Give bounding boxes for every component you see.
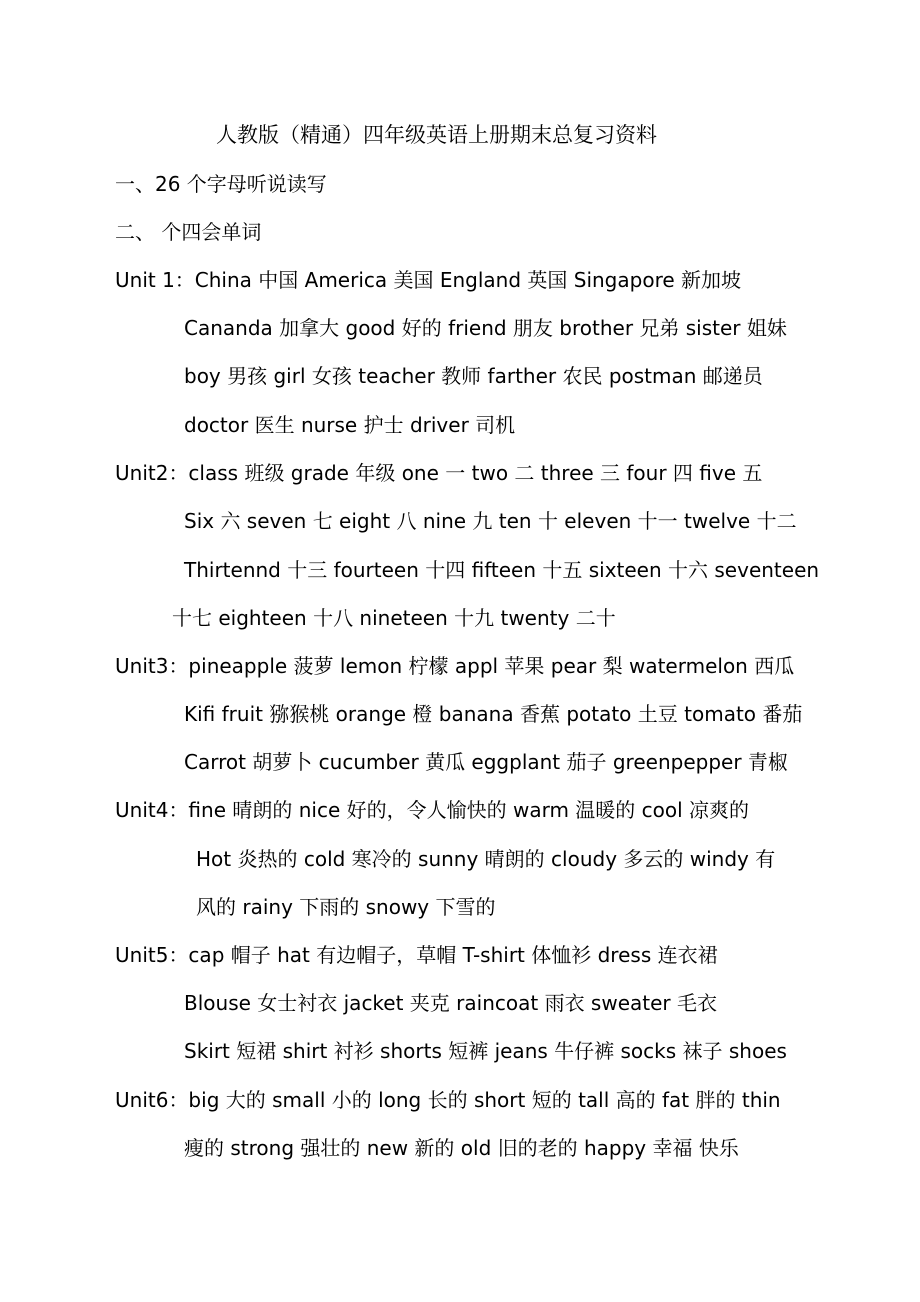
- unit5-line-2: Blouse 女士衬衣 jacket 夹克 raincoat 雨衣 sweater 毛衣: [184, 991, 717, 1015]
- unit4-line-2: Hot 炎热的 cold 寒冷的 sunny 晴朗的 cloudy 多云的 windy 有: [196, 847, 776, 871]
- unit3-line-1: Unit3：pineapple 菠萝 lemon 柠檬 appl 苹果 pear 梨 watermelon 西瓜: [115, 654, 795, 678]
- page-title: 人教版（精通）四年级英语上册期末总复习资料: [216, 123, 657, 147]
- unit1-line-4: doctor 医生 nurse 护士 driver 司机: [184, 413, 516, 437]
- unit1-line-1: Unit 1：China 中国 America 美国 England 英国 Singapore 新加坡: [115, 268, 742, 292]
- unit4-line-3: 风的 rainy 下雨的 snowy 下雪的: [196, 895, 496, 919]
- unit5-line-1: Unit5：cap 帽子 hat 有边帽子，草帽 T-shirt 体恤衫 dress 连衣裙: [115, 943, 718, 967]
- unit5-line-3: Skirt 短裙 shirt 衬衫 shorts 短裤 jeans 牛仔裤 socks 袜子 shoes: [184, 1039, 787, 1063]
- unit3-line-3: Carrot 胡萝卜 cucumber 黄瓜 eggplant 茄子 greenpepper 青椒: [184, 750, 788, 774]
- unit2-line-3: Thirtennd 十三 fourteen 十四 fifteen 十五 sixteen 十六 seventeen: [184, 558, 820, 582]
- unit1-line-3: boy 男孩 girl 女孩 teacher 教师 farther 农民 postman 邮递员: [184, 364, 763, 388]
- unit4-line-1: Unit4：fine 晴朗的 nice 好的，令人愉快的 warm 温暖的 cool 凉爽的: [115, 798, 750, 822]
- unit6-line-1: Unit6：big 大的 small 小的 long 长的 short 短的 tall 高的 fat 胖的 thin: [115, 1088, 781, 1112]
- unit6-line-2: 瘦的 strong 强壮的 new 新的 old 旧的老的 happy 幸福 快乐: [184, 1136, 739, 1160]
- unit2-line-1: Unit2：class 班级 grade 年级 one 一 two 二 three 三 four 四 five 五: [115, 461, 763, 485]
- unit3-line-2: Kifi fruit 猕猴桃 orange 橙 banana 香蕉 potato 土豆 tomato 番茄: [184, 702, 803, 726]
- section-heading-letters: 一、26 个字母听说读写: [115, 172, 327, 196]
- unit2-line-4: 十七 eighteen 十八 nineteen 十九 twenty 二十: [172, 606, 616, 630]
- unit1-line-2: Cananda 加拿大 good 好的 friend 朋友 brother 兄弟 sister 姐妹: [184, 316, 787, 340]
- unit2-line-2: Six 六 seven 七 eight 八 nine 九 ten 十 eleven 十一 twelve 十二: [184, 509, 797, 533]
- section-heading-words: 二、 个四会单词: [115, 220, 262, 244]
